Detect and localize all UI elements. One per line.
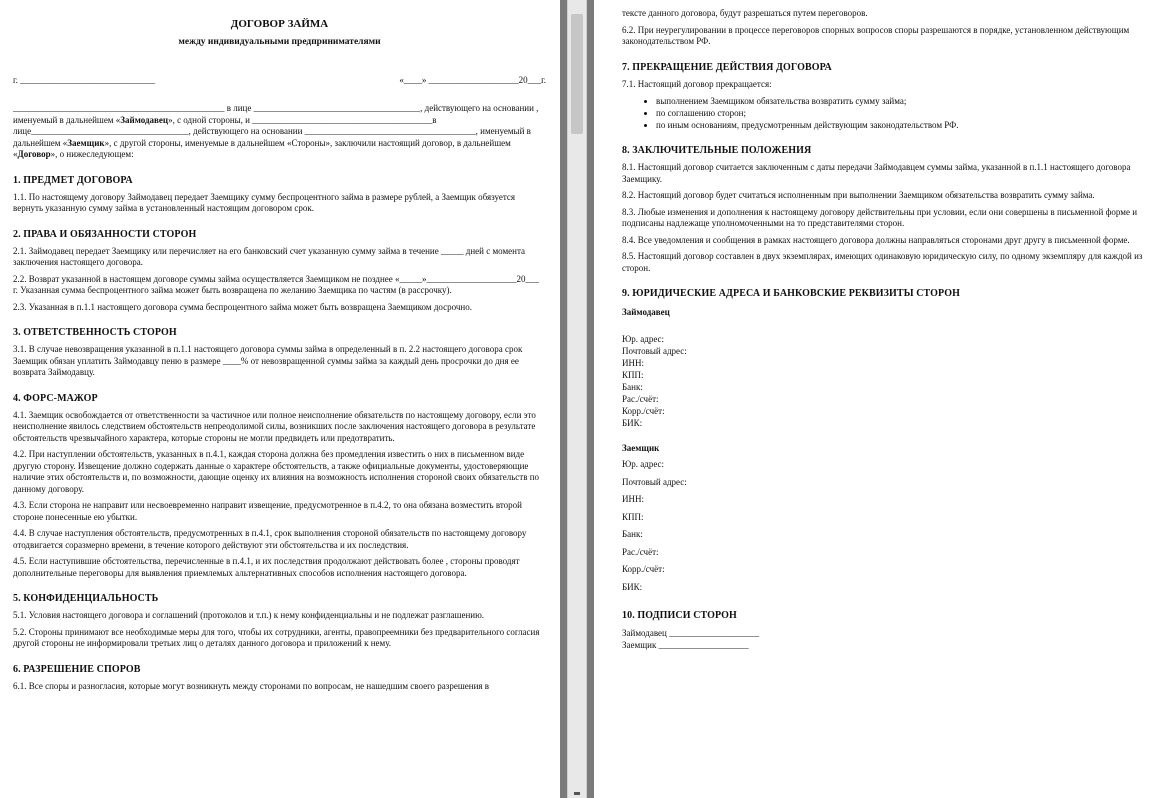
requisite-field: Рас./счёт: xyxy=(622,394,659,404)
document-subtitle: между индивидуальными предпринимателями xyxy=(178,37,381,47)
requisite-field: Банк: xyxy=(622,529,643,539)
document-page-right[interactable] xyxy=(594,0,1173,798)
clause: 4.5. Если наступившие обстоятельства, перечисленные в п.4.1, и их последствия продолжают действовать более , стороны проводят дополнительные переговоры для выявления приемлемых альтернативных способов исполнения настоящего договора. xyxy=(13,556,520,578)
clause: 5.1. Условия настоящего договора и соглашений (протоколов и т.п.) к нему конфиденциальны и не подлежат разглашению. xyxy=(13,610,485,620)
clause: 4.2. При наступлении обстоятельств, указанных в п.4.1, каждая сторона должна без промедления известить о них в письменном виде другую сторону. Извещение должно содержать данные о характере обстоятельств, а также официальные документы, удостоверяющие наличие этих обстоятельств и, по возможности, дающие оценку их влияния на возможность исполнения стороной своих обязательств по данному договору. xyxy=(13,449,540,494)
clause: 6.2. При неурегулировании в процессе переговоров спорных вопросов споры разрешаются в порядке, установленном действующим законодательством РФ. xyxy=(622,24,1130,46)
clause: 8.1. Настоящий договор считается заключенным с даты передачи Займодавцем суммы займа, указанной в п.1.1 настоящего договора Заемщику. xyxy=(622,162,1131,184)
section-title: 7. ПРЕКРАЩЕНИЕ ДЕЙСТВИЯ ДОГОВОРА xyxy=(622,61,832,73)
requisite-field: КПП: xyxy=(622,511,644,522)
requisite-field: Юр. адрес: xyxy=(622,459,665,469)
list-item: • по соглашению сторон; xyxy=(656,107,1153,119)
requisite-field: ИНН: xyxy=(622,494,644,504)
clause: 1.1. По настоящему договору Займодавец передает Заемщику сумму беспроцентного займа в размере рублей, а Заемщик обязуется вернуть указанную сумму займа в установленный настоящим договором срок. xyxy=(13,191,516,213)
clause: 3.1. В случае невозвращения указанной в п.1.1 настоящего договора суммы займа в определенный в п. 2.2 настоящего договора срок Заемщик обязан уплатить Займодавцу пеню в размере ____% от невозвращенной суммы займа за каждый день просрочки до дня ее возврата Займодавцу. xyxy=(13,344,523,377)
clause: 8.4. Все уведомления и сообщения в рамках настоящего договора должны направляться сторонами друг другу в письменной форме. xyxy=(622,234,1130,245)
borrower-requisites xyxy=(622,456,1153,596)
borrower-signature-line: Заемщик ____________________ xyxy=(622,640,749,650)
document-page-left[interactable] xyxy=(0,0,560,798)
date-field: «____» ____________________20___г. xyxy=(399,75,546,85)
clause-continued: тексте данного договора, будут разрешаться путем переговоров. xyxy=(622,8,868,18)
section-title: 8. ЗАКЛЮЧИТЕЛЬНЫЕ ПОЛОЖЕНИЯ xyxy=(622,145,812,156)
requisite-field: БИК: xyxy=(622,418,643,428)
clause: 6.1. Все споры и разногласия, которые могут возникнуть между сторонами по вопросам, не нашедшим своего разрешения в xyxy=(13,680,490,691)
list-item: • по иным основаниям, предусмотренным действующим законодательством РФ. xyxy=(656,119,1153,131)
intro-paragraph: _______________________________________________ в лице _____________________________________, действующего на основании , именуемый в дальнейшем «Займодавец», с одной стороны, и ________________________________________в лице___________________________________, действующего на основании ______________________________________, именуемый в дальнейшем «Заемщик», с другой стороны, именуемые в дальнейшем «Стороны», заключили настоящий договор, в дальнейшем «Договор», о нижеследующем: xyxy=(13,103,539,159)
clause: 4.4. В случае наступления обстоятельств, предусмотренных в п.4.1, срок выполнения стороной обязательств по настоящему договору отодвигается соразмерно времени, в течение которого действуют эти обстоятельства и их последствия. xyxy=(13,528,527,550)
city-field: г. ______________________________ xyxy=(13,75,156,85)
document-title: ДОГОВОР ЗАЙМА xyxy=(230,18,329,30)
requisite-field: Корр./счёт: xyxy=(622,406,665,416)
section-title: 3. ОТВЕТСТВЕННОСТЬ СТОРОН xyxy=(13,327,177,338)
place-date-row xyxy=(13,75,546,85)
lender-requisites xyxy=(622,333,1153,429)
clause: 8.2. Настоящий договор будет считаться исполненным при выполнении Заемщиком обязательства возвратить сумму займа. xyxy=(622,190,1095,200)
section-title: 10. ПОДПИСИ СТОРОН xyxy=(622,610,737,621)
section-title: 2. ПРАВА И ОБЯЗАННОСТИ СТОРОН xyxy=(13,228,197,240)
termination-list xyxy=(622,95,1153,131)
section-title: 9. ЮРИДИЧЕСКИЕ АДРЕСА И БАНКОВСКИЕ РЕКВИЗИТЫ СТОРОН xyxy=(622,288,960,299)
requisite-field: Почтовый адрес: xyxy=(622,476,687,487)
page-divider-scrollbar[interactable] xyxy=(567,0,587,798)
requisite-field: ИНН: xyxy=(622,358,644,368)
clause: 8.3. Любые изменения и дополнения к настоящему договору действительны при условии, если они совершены в письменной форме и подписаны надлежаще уполномоченными на то представителями сторон. xyxy=(622,206,1138,228)
clause: 8.5. Настоящий договор составлен в двух экземплярах, имеющих одинаковую юридическую силу, по одному экземпляру для каждой из сторон. xyxy=(622,251,1143,273)
clause: 4.3. Если сторона не направит или несвоевременно направит извещение, предусмотренное в п.4.2, то она обязана возместить второй стороне понесенные ею убытки. xyxy=(13,500,522,522)
clause: 4.1. Заемщик освобождается от ответственности за частичное или полное неисполнение обязательств по настоящему договору, если это неисполнение явилось следствием обстоятельств непреодолимой силы, возникших после заключения настоящего договора в результате обстоятельств чрезвычайного характера, которые стороны не могли предвидеть или предотвратить. xyxy=(13,409,536,443)
list-item: • выполнением Заемщиком обязательства возвратить сумму займа; xyxy=(656,95,1153,107)
requisite-field: КПП: xyxy=(622,370,644,380)
lender-title: Займодавец xyxy=(622,307,670,317)
lender-signature-line: Займодавец ____________________ xyxy=(622,628,760,638)
requisite-field: Корр./счёт: xyxy=(622,564,665,574)
section-title: 6. РАЗРЕШЕНИЕ СПОРОВ xyxy=(13,663,141,675)
scrollbar-thumb[interactable] xyxy=(571,14,583,134)
borrower-title: Заемщик xyxy=(622,443,660,453)
scrollbar-marker xyxy=(574,792,580,795)
requisite-field: Юр. адрес: xyxy=(622,334,665,344)
clause: 7.1. Настоящий договор прекращается: xyxy=(622,78,772,89)
section-title: 4. ФОРС-МАЖОР xyxy=(13,392,98,404)
requisite-field: Банк: xyxy=(622,382,643,392)
clause: 2.1. Займодавец передает Заемщику или перечисляет на его банковский счет указанную сумму займа в течение _____ дней с момента заключения настоящего договора. xyxy=(13,245,526,267)
requisite-field: Почтовый адрес: xyxy=(622,346,687,356)
requisite-field: БИК: xyxy=(622,581,643,592)
clause: 5.2. Стороны принимают все необходимые меры для того, чтобы их сотрудники, агенты, правопреемники без предварительного согласия другой стороны не информировали третьих лиц о деталях данного договора и приложений к нему. xyxy=(13,626,540,648)
clause: 2.2. Возврат указанной в настоящем договоре суммы займа осуществляется Заемщиком не позднее «_____»____________________20___ г. Указанная сумма беспроцентного займа может быть возвращена по желанию Заемщика по частям (в рассрочку). xyxy=(13,273,540,295)
requisite-field: Рас./счёт: xyxy=(622,546,659,557)
section-title: 1. ПРЕДМЕТ ДОГОВОРА xyxy=(13,174,133,186)
clause: 2.3. Указанная в п.1.1 настоящего договора сумма беспроцентного займа может быть возвращена Заемщиком досрочно. xyxy=(13,301,472,312)
section-title: 5. КОНФИДЕНЦИАЛЬНОСТЬ xyxy=(13,593,159,604)
